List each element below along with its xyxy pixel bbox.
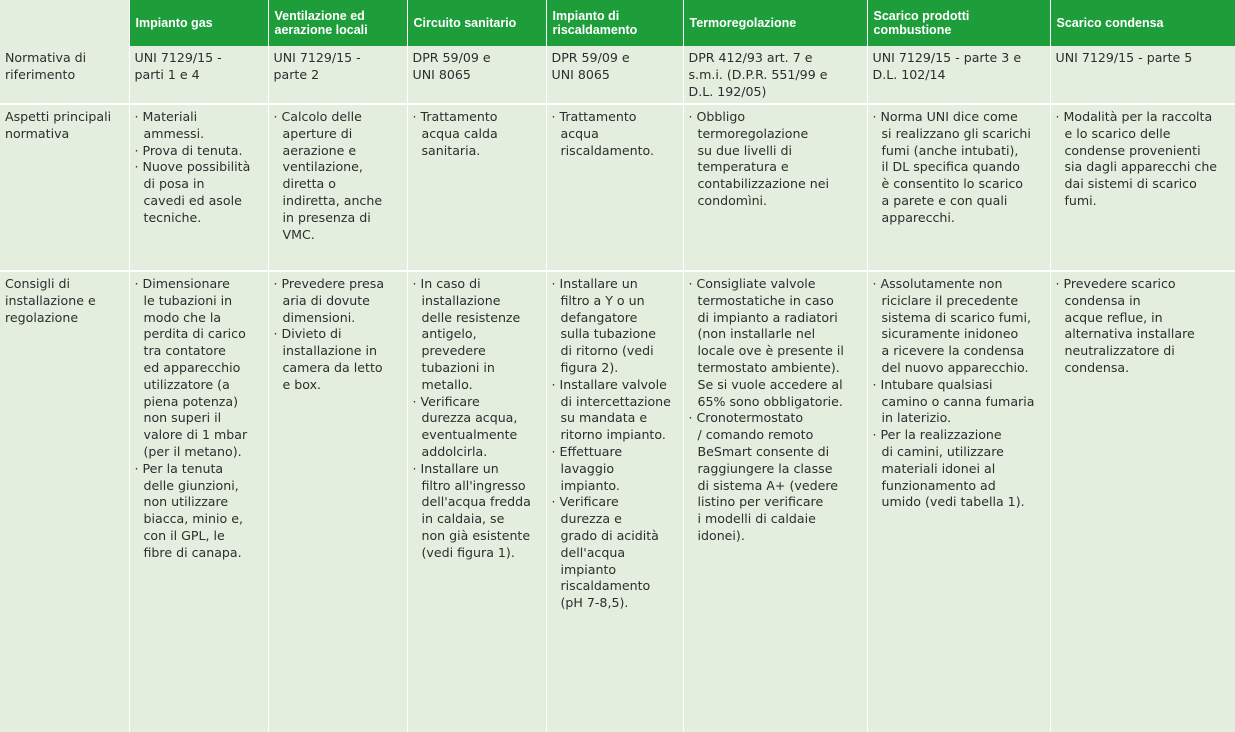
cell-text-line: idonei). — [697, 527, 745, 543]
cell-text-line: sulla tubazione — [560, 326, 656, 342]
cell-text-line: in laterizio. — [881, 410, 952, 426]
cell-text-line: si realizzano gli scarichi — [881, 125, 1031, 141]
cell-text-line: valore di 1 mbar — [143, 427, 248, 443]
cell-text-line: impianto — [560, 561, 617, 577]
cell-text-line: addolcirla. — [421, 443, 488, 459]
cell-text-line: installazione e — [5, 292, 96, 308]
cell-impianto-gas — [129, 104, 268, 271]
cell-text-line: in caldaia, se — [421, 511, 505, 527]
header-text: Impianto di — [552, 9, 620, 23]
cell-text-line: metallo. — [421, 376, 473, 392]
cell-text-line: (vedi figura 1). — [421, 544, 515, 560]
cell-text-line: · Intubare qualsiasi — [872, 376, 993, 392]
cell-text-line: · Per la tenuta — [134, 460, 224, 476]
column-header-circuito-sanitario — [407, 0, 546, 46]
cell-text-line: locale ove è presente il — [697, 343, 844, 359]
cell-text-line: ritorno impianto. — [560, 427, 666, 443]
cell-text-line: defangatore — [560, 309, 638, 325]
cell-text-line: dell'acqua fredda — [421, 494, 531, 510]
cell-text-line: figura 2). — [560, 359, 619, 375]
table-row-consigli-di-installazione — [0, 271, 1235, 732]
cell-scarico-condensa — [1050, 271, 1235, 732]
cell-text-line: funzionamento ad — [881, 477, 996, 493]
row-header — [0, 104, 129, 271]
cell-text-line: durezza e — [560, 511, 622, 527]
cell-text-line: non già esistente — [421, 527, 531, 543]
cell-impianto-gas — [129, 271, 268, 732]
cell-text-line: delle resistenze — [421, 309, 521, 325]
cell-text-line: · Obbligo — [688, 109, 746, 124]
table-body — [0, 46, 1235, 732]
cell-text-line: apparecchi. — [881, 209, 955, 225]
cell-text-line: riscaldamento. — [560, 142, 655, 158]
cell-text-line: · Divieto di — [273, 326, 342, 342]
cell-text-line: dell'acqua — [560, 544, 626, 560]
cell-text-line: ed apparecchio — [143, 359, 241, 375]
cell-text-line: impianto. — [560, 477, 620, 493]
cell-text-line: · Per la realizzazione — [872, 427, 1002, 443]
header-text: Termoregolazione — [689, 16, 797, 30]
header-text: combustione — [873, 23, 952, 37]
cell-text-line: umido (vedi tabella 1). — [881, 494, 1025, 510]
header-text: Scarico condensa — [1056, 16, 1164, 30]
cell-text-line: a parete e con quali — [881, 192, 1008, 208]
cell-text-line: Normativa di — [5, 50, 87, 65]
cell-text-line: fumi. — [1064, 192, 1097, 208]
cell-text-line: e box. — [282, 376, 322, 392]
cell-circuito-sanitario — [407, 271, 546, 732]
cell-text-line: · Installare valvole — [551, 376, 667, 392]
cell-text-line: Aspetti principali — [5, 109, 112, 124]
cell-text-line: s.m.i. (D.P.R. 551/99 e — [688, 66, 828, 82]
cell-text-line: tecniche. — [143, 209, 202, 225]
header-text: aerazione locali — [274, 23, 368, 37]
cell-text-line: acqua calda — [421, 125, 498, 141]
column-header-impianto-riscaldamento — [546, 0, 683, 46]
cell-text-line: listino per verificare — [697, 494, 824, 510]
cell-text-line: antigelo, — [421, 326, 477, 342]
cell-text-line: D.L. 192/05) — [688, 83, 767, 99]
row-header — [0, 46, 129, 104]
cell-text-line: acque reflue, in — [1064, 309, 1163, 325]
cell-text-line: Consigli di — [5, 276, 71, 291]
cell-text-line: Se si vuole accedere al — [697, 376, 843, 392]
cell-text-line: termostatiche in caso — [697, 292, 834, 308]
cell-text-line: filtro a Y o un — [560, 292, 645, 308]
cell-text-line: · Materiali — [134, 109, 198, 124]
cell-text-line: · Modalità per la raccolta — [1055, 109, 1213, 124]
cell-text-line: termoregolazione — [697, 125, 809, 141]
column-header-termoregolazione — [683, 0, 867, 46]
cell-text-line: a ricevere la condensa — [881, 343, 1025, 359]
cell-text-line: (per il metano). — [143, 443, 242, 459]
column-header-ventilazione-aerazione — [268, 0, 407, 46]
cell-text-line: riciclare il precedente — [881, 292, 1019, 308]
cell-text-line: riferimento — [5, 66, 76, 82]
cell-text-line: UNI 7129/15 - — [134, 50, 222, 65]
cell-text-line: (pH 7-8,5). — [560, 595, 629, 611]
cell-text-line: · Dimensionare — [134, 276, 230, 291]
cell-circuito-sanitario — [407, 46, 546, 104]
cell-text-line: regolazione — [5, 309, 79, 325]
cell-text-line: · Norma UNI dice come — [872, 109, 1018, 124]
cell-text-line: su due livelli di — [697, 142, 792, 158]
cell-ventilazione-aerazione — [268, 104, 407, 271]
cell-text-line: di posa in — [143, 176, 205, 192]
header-row — [0, 0, 1235, 46]
cell-text-line: UNI 7129/15 - parte 3 e — [872, 50, 1022, 65]
cell-text-line: dai sistemi di scarico — [1064, 176, 1197, 192]
cell-text-line: prevedere — [421, 343, 486, 359]
cell-text-line: DPR 59/09 e — [412, 50, 491, 65]
cell-text-line: aria di dovute — [282, 292, 370, 308]
cell-text-line: · Installare un — [412, 460, 499, 476]
cell-text-line: · Trattamento — [551, 109, 637, 124]
cell-text-line: eventualmente — [421, 427, 518, 443]
cell-text-line: delle giunzioni, — [143, 477, 239, 493]
cell-text-line: ventilazione, — [282, 159, 363, 175]
cell-text-line: · Prova di tenuta. — [134, 142, 243, 158]
cell-impianto-gas — [129, 46, 268, 104]
column-header-scarico-condensa — [1050, 0, 1235, 46]
cell-text-line: UNI 8065 — [551, 66, 610, 82]
cell-text-line: condensa in — [1064, 292, 1141, 308]
cell-text-line: di camini, utilizzare — [881, 443, 1004, 459]
cell-text-line: · Installare un — [551, 276, 638, 291]
cell-text-line: cavedi ed asole — [143, 192, 242, 208]
cell-text-line: le tubazioni in — [143, 292, 233, 308]
cell-text-line: · Prevedere scarico — [1055, 276, 1176, 291]
header-text: Circuito sanitario — [413, 16, 517, 30]
cell-text-line: i modelli di caldaie — [697, 511, 816, 527]
cell-ventilazione-aerazione — [268, 271, 407, 732]
table-row-aspetti-principali-normativa — [0, 104, 1235, 271]
cell-text-line: DPR 412/93 art. 7 e — [688, 50, 813, 65]
cell-text-line: camera da letto — [282, 359, 383, 375]
cell-text-line: installazione in — [282, 343, 377, 359]
cell-text-line: / comando remoto — [697, 427, 814, 443]
cell-scarico-prodotti-combustione — [867, 271, 1050, 732]
cell-text-line: sanitaria. — [421, 142, 481, 158]
cell-text-line: del nuovo apparecchio. — [881, 359, 1029, 375]
cell-text-line: 65% sono obbligatorie. — [697, 393, 843, 409]
cell-text-line: di intercettazione — [560, 393, 671, 409]
cell-text-line: camino o canna fumaria — [881, 393, 1035, 409]
column-header-scarico-prodotti-combustione — [867, 0, 1050, 46]
cell-text-line: modo che la — [143, 309, 222, 325]
cell-text-line: parte 2 — [273, 66, 320, 82]
row-header — [0, 271, 129, 732]
cell-text-line: di impianto a radiatori — [697, 309, 838, 325]
cell-scarico-condensa — [1050, 104, 1235, 271]
cell-text-line: sistema di scarico fumi, — [881, 309, 1031, 325]
cell-text-line: normativa — [5, 125, 70, 141]
cell-text-line: · Calcolo delle — [273, 109, 362, 124]
cell-text-line: sia dagli apparecchi che — [1064, 159, 1218, 175]
cell-text-line: BeSmart consente di — [697, 443, 830, 459]
cell-text-line: temperatura e — [697, 159, 789, 175]
header-text: Ventilazione ed — [274, 9, 365, 23]
cell-text-line: UNI 7129/15 - — [273, 50, 361, 65]
cell-text-line: · Verificare — [412, 393, 480, 409]
cell-text-line: con il GPL, le — [143, 527, 225, 543]
cell-text-line: (non installarle nel — [697, 326, 816, 342]
cell-termoregolazione — [683, 46, 867, 104]
cell-text-line: biacca, minio e, — [143, 511, 243, 527]
cell-text-line: lavaggio — [560, 460, 615, 476]
cell-text-line: e lo scarico delle — [1064, 125, 1171, 141]
cell-impianto-riscaldamento — [546, 104, 683, 271]
cell-text-line: · Prevedere presa — [273, 276, 385, 291]
cell-text-line: contabilizzazione nei — [697, 176, 829, 192]
cell-text-line: su mandata e — [560, 410, 648, 426]
cell-text-line: diretta o — [282, 176, 336, 192]
cell-text-line: è consentito lo scarico — [881, 176, 1023, 192]
cell-text-line: condense provenienti — [1064, 142, 1201, 158]
cell-text-line: · In caso di — [412, 276, 481, 291]
cell-text-line: · Consigliate valvole — [688, 276, 816, 291]
cell-text-line: utilizzatore (a — [143, 376, 230, 392]
cell-text-line: di ritorno (vedi — [560, 343, 654, 359]
cell-text-line: sicuramente inidoneo — [881, 326, 1019, 342]
cell-ventilazione-aerazione — [268, 46, 407, 104]
cell-text-line: VMC. — [282, 226, 315, 242]
header-corner — [0, 0, 129, 46]
cell-text-line: non superi il — [143, 410, 222, 426]
cell-text-line: · Cronotermostato — [688, 410, 804, 426]
cell-text-line: neutralizzatore di — [1064, 343, 1175, 359]
cell-text-line: di sistema A+ (vedere — [697, 477, 838, 493]
cell-text-line: installazione — [421, 292, 501, 308]
cell-text-line: parti 1 e 4 — [134, 66, 200, 82]
cell-text-line: il DL specifica quando — [881, 159, 1020, 175]
cell-scarico-condensa — [1050, 46, 1235, 104]
cell-text-line: condomìni. — [697, 192, 768, 208]
cell-impianto-riscaldamento — [546, 46, 683, 104]
cell-text-line: · Trattamento — [412, 109, 498, 124]
cell-text-line: · Effettuare — [551, 443, 623, 459]
cell-text-line: piena potenza) — [143, 393, 239, 409]
column-header-impianto-gas — [129, 0, 268, 46]
cell-text-line: UNI 7129/15 - parte 5 — [1055, 50, 1193, 65]
cell-text-line: raggiungere la classe — [697, 460, 833, 476]
cell-text-line: riscaldamento — [560, 578, 651, 594]
cell-text-line: aperture di — [282, 125, 353, 141]
cell-text-line: indiretta, anche — [282, 192, 383, 208]
cell-scarico-prodotti-combustione — [867, 104, 1050, 271]
cell-text-line: · Verificare — [551, 494, 619, 510]
cell-text-line: · Nuove possibilità — [134, 159, 251, 175]
cell-termoregolazione — [683, 271, 867, 732]
cell-text-line: in presenza di — [282, 209, 371, 225]
cell-scarico-prodotti-combustione — [867, 46, 1050, 104]
cell-text-line: UNI 8065 — [412, 66, 471, 82]
cell-text-line: ammessi. — [143, 125, 205, 141]
cell-text-line: acqua — [560, 125, 599, 141]
cell-text-line: materiali idonei al — [881, 460, 996, 476]
cell-text-line: termostato ambiente). — [697, 359, 840, 375]
cell-text-line: fumi (anche intubati), — [881, 142, 1019, 158]
cell-text-line: perdita di carico — [143, 326, 246, 342]
cell-text-line: filtro all'ingresso — [421, 477, 526, 493]
cell-circuito-sanitario — [407, 104, 546, 271]
header-text: Impianto gas — [135, 16, 213, 30]
cell-text-line: tubazioni in — [421, 359, 495, 375]
cell-text-line: grado di acidità — [560, 527, 659, 543]
cell-text-line: DPR 59/09 e — [551, 50, 630, 65]
cell-text-line: condensa. — [1064, 359, 1130, 375]
cell-text-line: D.L. 102/14 — [872, 66, 946, 82]
table-row-normativa-di-riferimento — [0, 46, 1235, 104]
cell-text-line: alternativa installare — [1064, 326, 1195, 342]
cell-text-line: dimensioni. — [282, 309, 356, 325]
header-text: riscaldamento — [552, 23, 638, 37]
cell-text-line: fibre di canapa. — [143, 544, 242, 560]
header-text: Scarico prodotti — [873, 9, 970, 23]
cell-text-line: non utilizzare — [143, 494, 229, 510]
cell-text-line: aerazione e — [282, 142, 357, 158]
cell-impianto-riscaldamento — [546, 271, 683, 732]
cell-text-line: · Assolutamente non — [872, 276, 1003, 291]
cell-termoregolazione — [683, 104, 867, 271]
cell-text-line: durezza acqua, — [421, 410, 518, 426]
cell-text-line: tra contatore — [143, 343, 226, 359]
